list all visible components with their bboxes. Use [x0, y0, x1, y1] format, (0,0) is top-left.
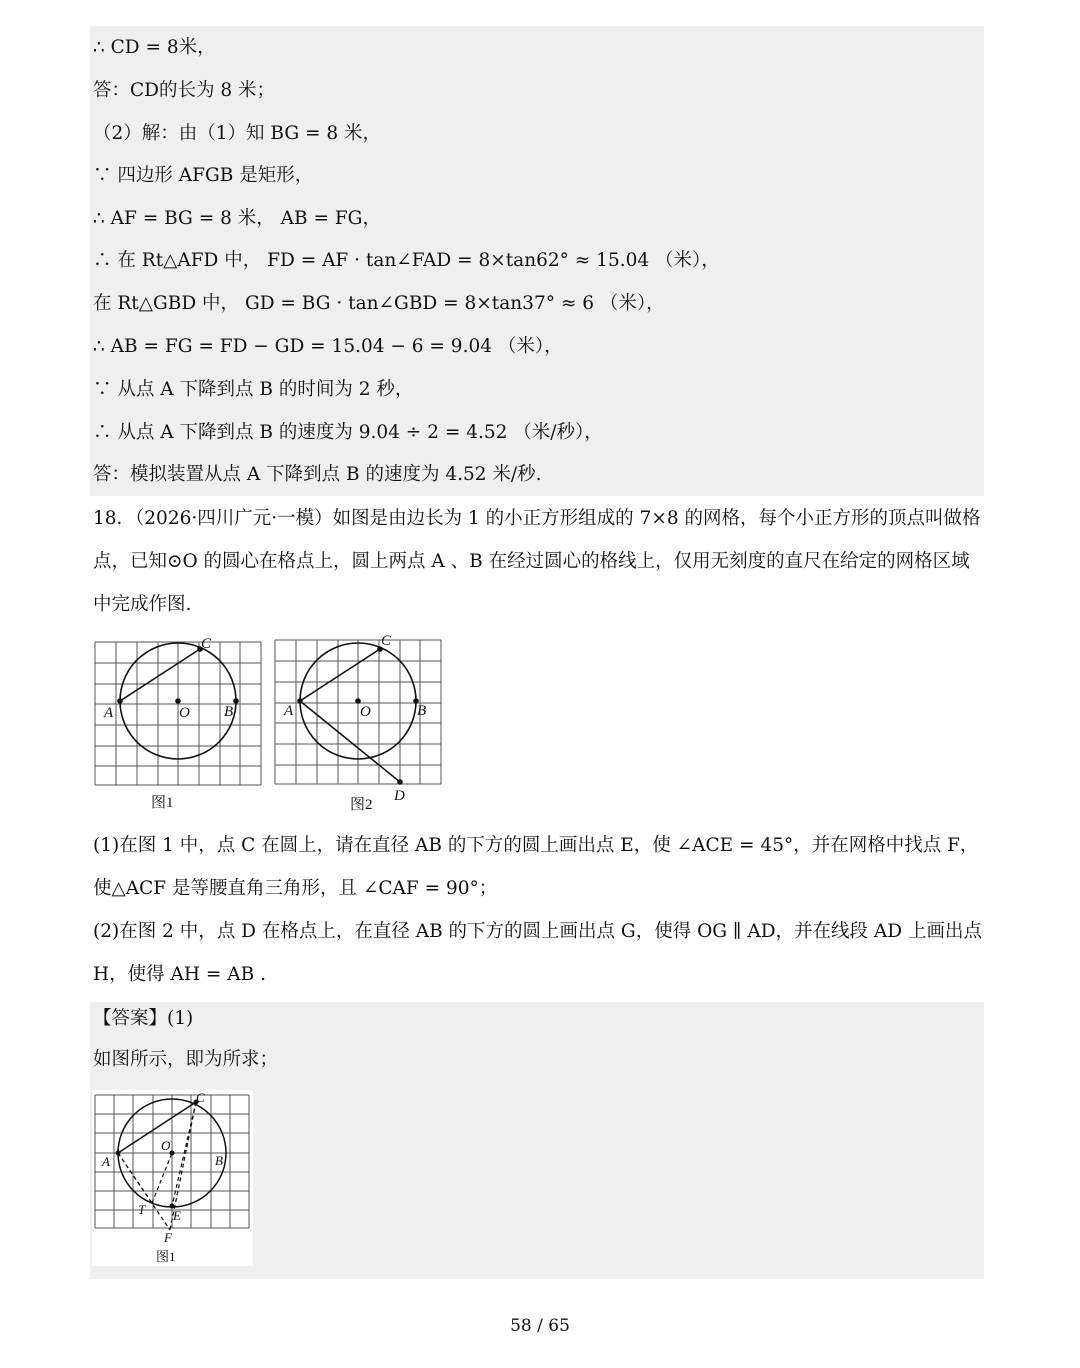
label-C: C: [381, 633, 392, 649]
label-F: F: [164, 1230, 172, 1245]
page-number: 58 / 65: [510, 1316, 570, 1336]
solution-line: ∴ 从点 A 下降到点 B 的速度为 9.04 ÷ 2 = 4.52 （米/秒），: [93, 422, 603, 443]
label-O: O: [179, 705, 190, 721]
solution-line: ∴ 在 Rt△AFD 中， FD = AF · tan∠FAD = 8×tan62° ≈ 15.04 （米），: [93, 250, 720, 271]
label-D: D: [394, 788, 405, 804]
label-O: O: [360, 704, 371, 720]
solution-line: （2）解：由（1）知 BG = 8 米，: [93, 123, 382, 144]
label-B: B: [215, 1153, 223, 1168]
problem-statement: 18．（2026·四川广元·一模）如图是由边长为 1 的小正方形组成的 7×8 的网格，每个小正方形的顶点叫做格点，已知⊙O 的圆心在格点上，圆上两点 A 、B 在经过圆心的格线上，仅用无刻度的直尺在给定的网格区域中完成作图.: [93, 508, 981, 615]
answer-header: 【答案】(1): [93, 1008, 194, 1029]
figure-caption: 图1: [156, 1249, 176, 1264]
question-part-1: (1)在图 1 中，点 C 在圆上，请在直径 AB 的下方的圆上画出点 E，使 ∠ACE = 45°，并在网格中找点 F，使△ACF 是等腰直角三角形，且 ∠CAF = 90°；: [93, 835, 979, 899]
label-C: C: [196, 1090, 205, 1105]
solution-line: ∴ AB = FG = FD − GD = 15.04 − 6 = 9.04 （米），: [93, 336, 563, 357]
solution-line: 在 Rt△GBD 中， GD = BG · tan∠GBD = 8×tan37° ≈ 6 （米），: [93, 293, 665, 314]
label-B: B: [417, 703, 427, 719]
question-part-2: (2)在图 2 中，点 D 在格点上，在直径 AB 的下方的圆上画出点 G，使得 OG ∥ AD，并在线段 AD 上画出点 H，使得 AH = AB .: [93, 921, 982, 985]
answer-figure: [92, 1090, 253, 1266]
solution-line: ∵ 从点 A 下降到点 B 的时间为 2 秒，: [93, 379, 414, 400]
problem-figure-1: [94, 634, 266, 814]
label-A: A: [104, 705, 114, 721]
label-A: A: [102, 1154, 110, 1169]
label-E: E: [173, 1208, 181, 1223]
label-A: A: [284, 703, 294, 719]
solution-line: 答：CD的长为 8 米；: [93, 80, 276, 101]
label-O: O: [161, 1138, 171, 1153]
solution-line: ∵ 四边形 AFGB 是矩形，: [93, 165, 314, 186]
label-C: C: [201, 636, 212, 652]
solution-line: ∴ AF = BG = 8 米， AB = FG，: [93, 208, 381, 229]
solution-line: ∴ CD = 8米，: [93, 37, 216, 58]
solution-line: 答：模拟装置从点 A 下降到点 B 的速度为 4.52 米/秒.: [93, 464, 542, 485]
answer-text: 如图所示，即为所求；: [93, 1049, 279, 1070]
figure-caption: 图2: [350, 797, 373, 813]
figure-caption: 图1: [151, 795, 174, 811]
label-T: T: [138, 1202, 146, 1217]
label-B: B: [224, 704, 234, 720]
problem-figure-2: [274, 632, 446, 817]
